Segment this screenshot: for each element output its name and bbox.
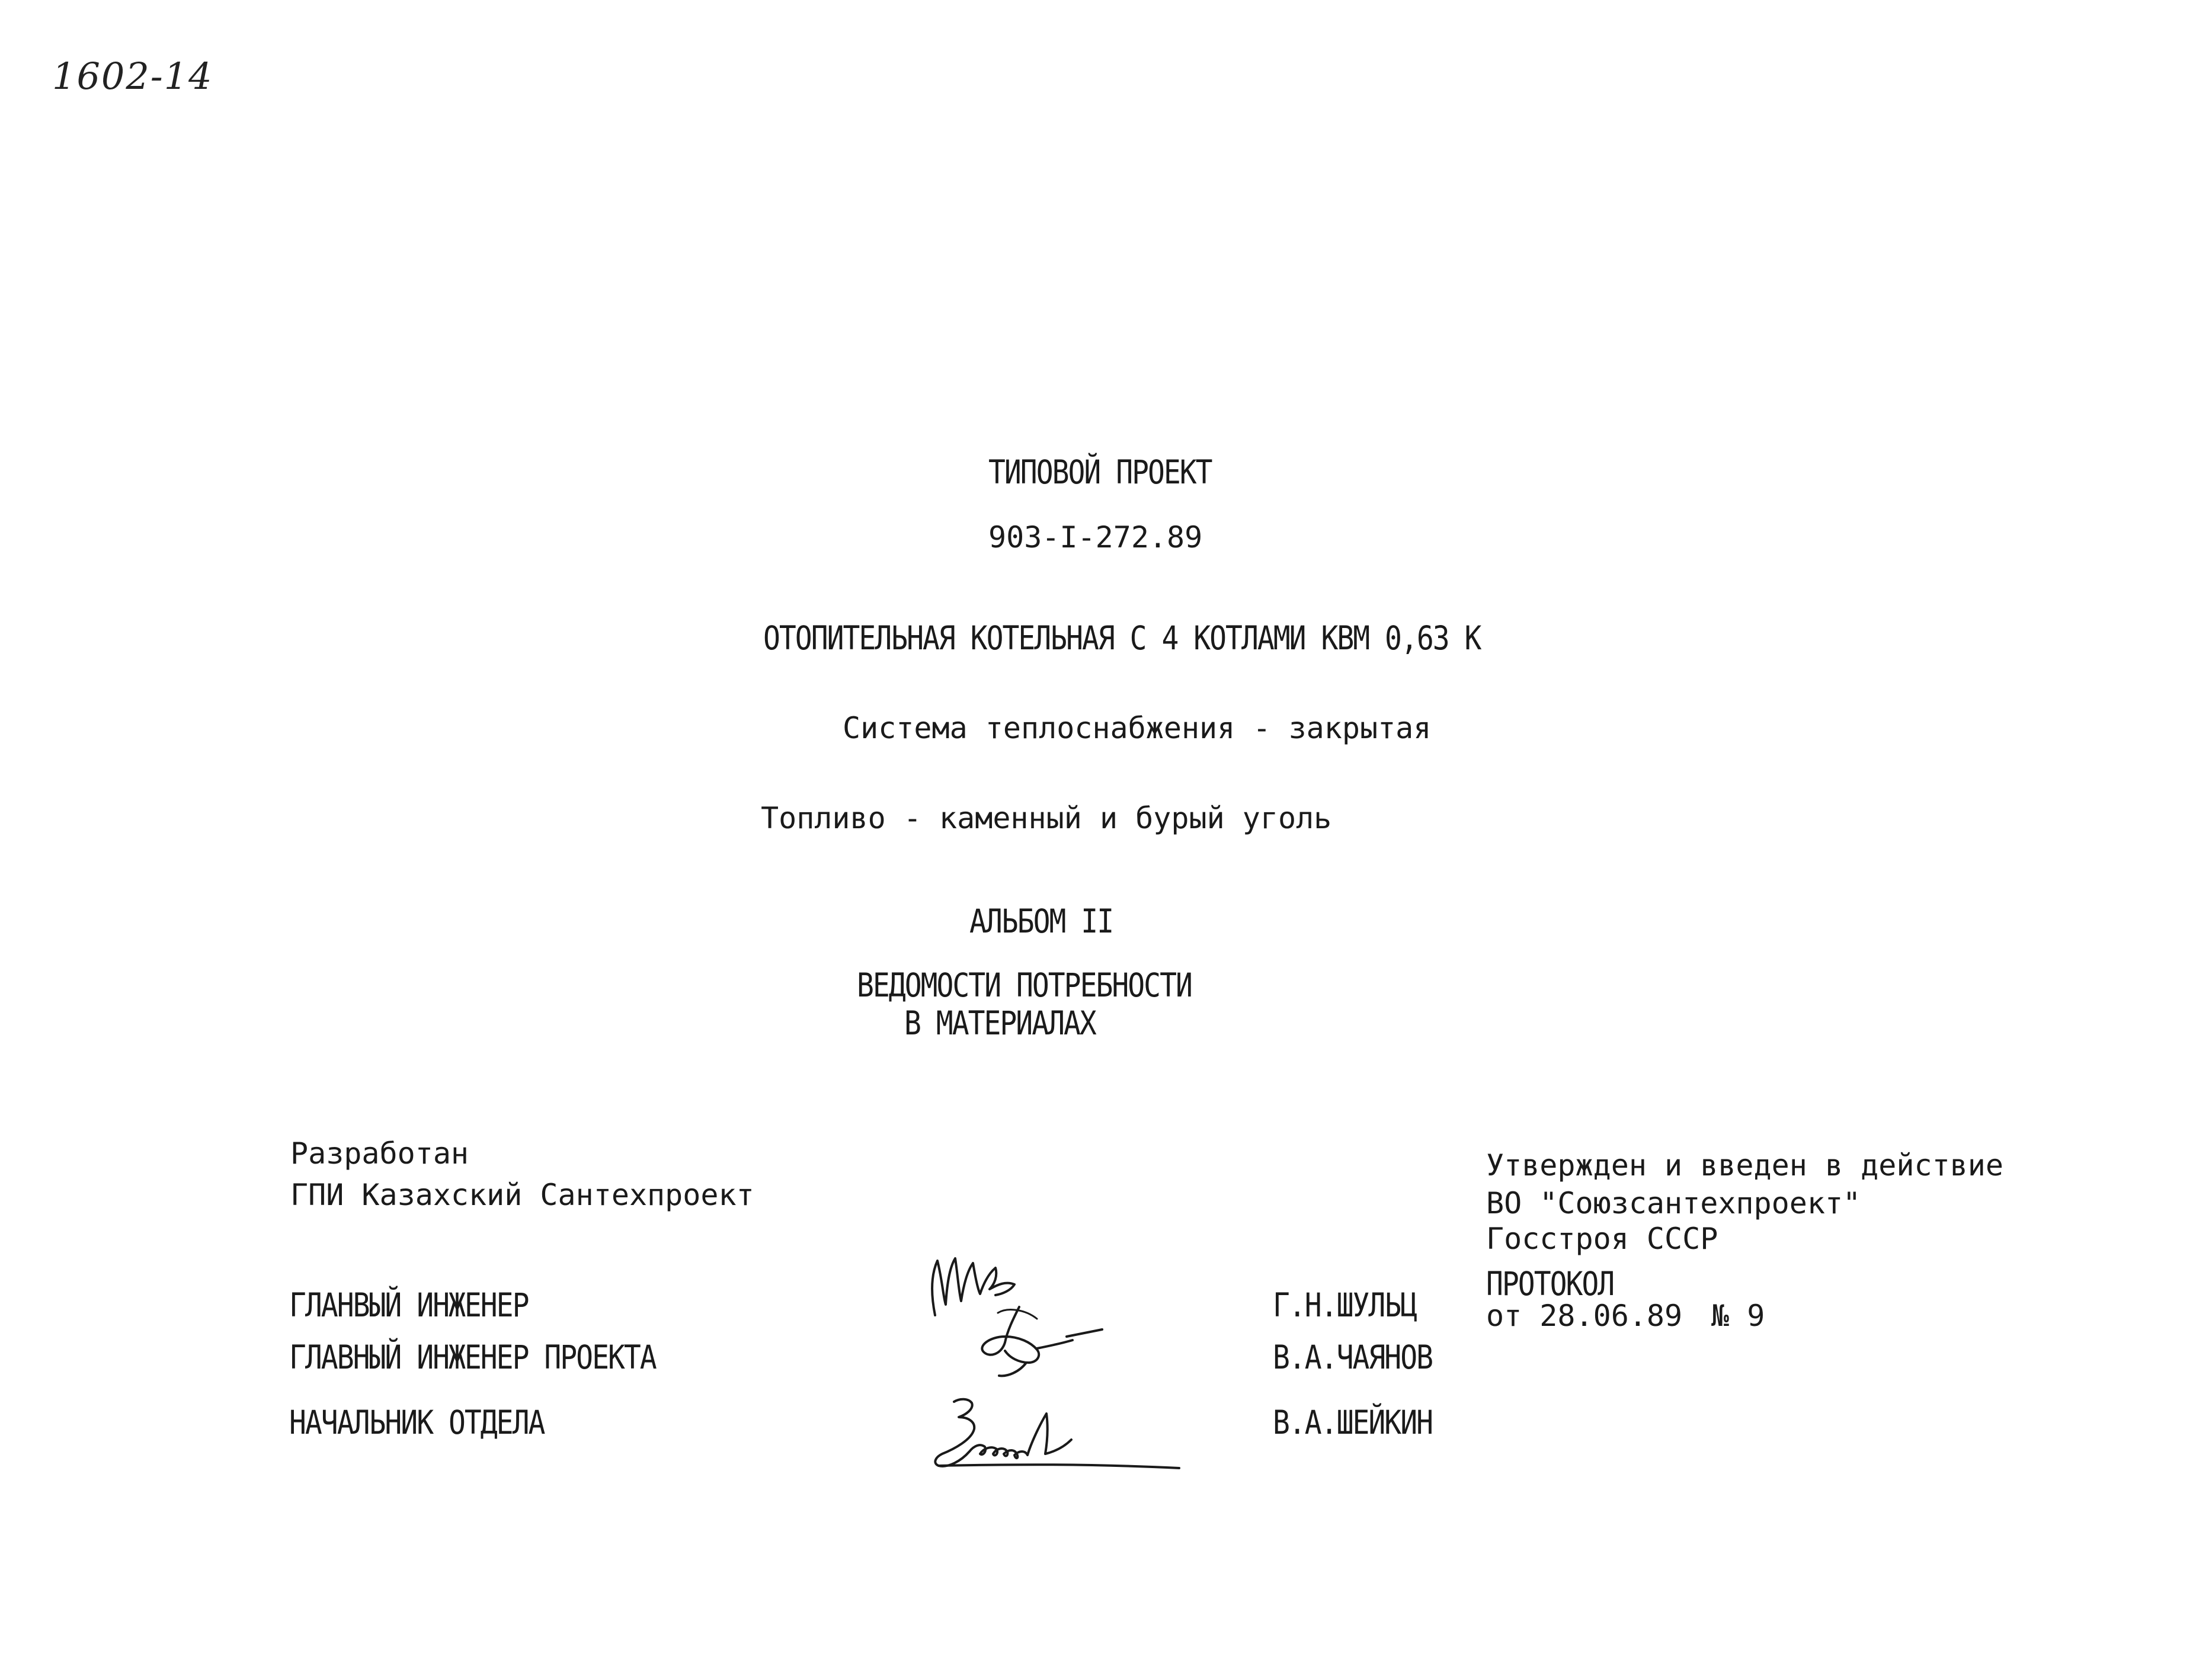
signatory-name: Г.Н.ШУЛЬЦ	[1273, 1286, 1417, 1325]
approval-line1: Утвержден и введен в действие	[1486, 1148, 2003, 1183]
signatory-role: НАЧАЛЬНИК ОТДЕЛА	[289, 1404, 545, 1442]
approval-line2: ВО "Союзсантехпроект"	[1486, 1186, 1861, 1220]
signature-chief-project-engineer	[948, 1301, 1126, 1390]
signatory-name: В.А.ЧАЯНОВ	[1273, 1338, 1432, 1377]
album-contents-line2: В МАТЕРИАЛАХ	[904, 1004, 1096, 1043]
developer-label: Разработан	[290, 1136, 469, 1171]
handwritten-code: 1602-14	[52, 55, 213, 98]
document-heading: ТИПОВОЙ ПРОЕКТ	[988, 453, 1212, 492]
developer-org: ГПИ Казахский Сантехпроект	[290, 1178, 754, 1212]
heating-system: Система теплоснабжения - закрытая	[843, 711, 1432, 745]
project-number: 903-I-272.89	[988, 520, 1203, 555]
signatory-role: ГЛАНВЫЙ ИНЖЕНЕР	[289, 1286, 529, 1325]
protocol-label: ПРОТОКОЛ	[1486, 1265, 1614, 1303]
signatory-role: ГЛАВНЫЙ ИНЖЕНЕР ПРОЕКТА	[289, 1338, 656, 1377]
album-contents-line1: ВЕДОМОСТИ ПОТРЕБНОСТИ	[857, 966, 1192, 1005]
signatory-name: В.А.ШЕЙКИН	[1273, 1404, 1432, 1442]
protocol-date: от 28.06.89	[1486, 1299, 1683, 1333]
protocol-number: № 9	[1711, 1299, 1765, 1333]
project-name: ОТОПИТЕЛЬНАЯ КОТЕЛЬНАЯ С 4 КОТЛАМИ КВМ 0,63 К	[763, 619, 1481, 658]
album-number: АЛЬБОМ II	[969, 902, 1113, 941]
signature-department-head	[930, 1390, 1191, 1479]
approval-line3: Госстроя СССР	[1486, 1222, 1718, 1256]
fuel-type: Топливо - каменный и бурый уголь	[761, 801, 1332, 835]
